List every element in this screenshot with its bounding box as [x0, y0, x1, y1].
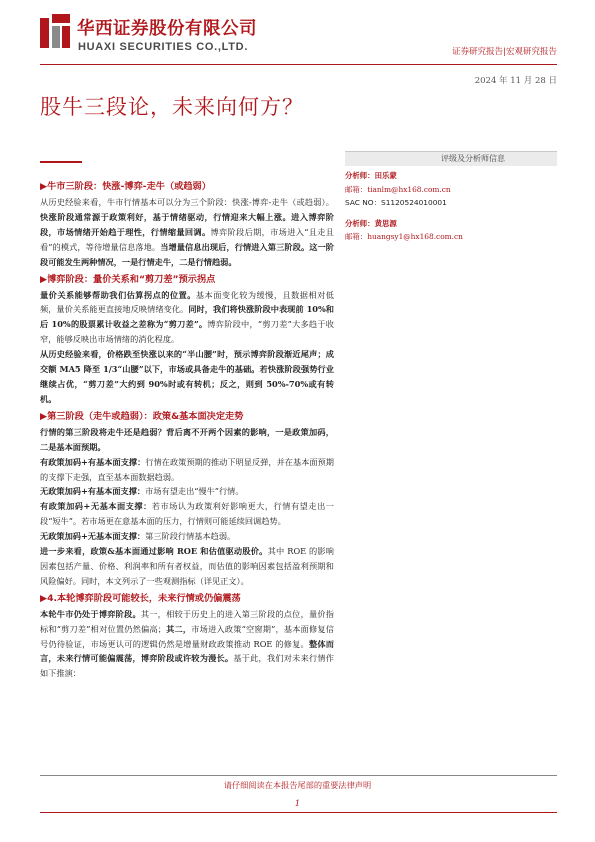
analyst-info-heading: 评级及分析师信息 — [345, 151, 557, 166]
paragraph — [40, 484, 334, 499]
paragraph — [40, 499, 334, 529]
analyst-name: 黄思源 — [374, 218, 397, 228]
footer-divider — [40, 775, 557, 776]
text-run: 第三阶段行情基本趋弱。 — [145, 531, 236, 542]
analyst-email-link[interactable]: tianlm@hx168.com.cn — [367, 184, 451, 194]
text-run: 从历史经验来看，牛市行情基本可以分为三个阶段：快涨-博弈-走牛（或趋弱）。 — [40, 197, 334, 207]
section-accent-rule — [40, 161, 82, 163]
bold-run: 其二， — [165, 623, 192, 634]
paragraph: 行情的第三阶段将走牛还是趋弱？背后离不开两个因素的影响，一是政策加码，二是基本面预期。 — [40, 426, 334, 452]
text-run: 基于此，我们对未来行情作如下推演： — [40, 653, 334, 679]
bold-run: 当增量信息出现后，行情进入第三阶段。这一阶段可能发生两种情况，一是行情走牛，二是行情趋弱。 — [40, 241, 334, 267]
paragraph — [40, 288, 334, 348]
bold-run: 量价关系能够帮助我们估算拐点的位置。 — [40, 289, 196, 300]
paragraph: 从历史经验来看，价格跌至快涨以来的“半山腰”时，预示博弈阶段渐近尾声；成交额 MA5 降至 1/3“山腰”以下，市场或具备走牛的基础。若快涨阶段强势行业继续占优，“剪刀差”大约到 90%时或有转机；反之，则到 50%-70%或有转机。 — [40, 349, 334, 404]
analyst-entry — [345, 169, 557, 210]
section-heading-4: ▶4.本轮博弈阶段可能较长，未来行情或仍偏震荡 — [40, 592, 241, 604]
analyst-entry — [345, 217, 557, 244]
report-title: 股牛三段论，未来向何方？ — [40, 95, 304, 119]
paragraph — [40, 529, 334, 544]
bold-run: 无政策加码+无基本面支撑： — [40, 531, 146, 542]
paragraph — [40, 195, 334, 270]
text-run: 若市场认为政策利好影响更大，行情有望走出一段“短牛”。若市场更在意基本面的压力，行情则可能延续回调趋势。 — [40, 501, 334, 527]
paragraph — [40, 607, 334, 682]
bold-run: 整体而言，未来行情可能偏震荡，博弈阶段或许较为漫长。 — [40, 638, 334, 664]
text-run: 市场进入政策“空窗期”，基本面修复信号仍待验证，市场更认可的逻辑仍然是增量财政政策推动 ROE 的修复。 — [40, 623, 334, 649]
analyst-list — [345, 166, 557, 244]
analyst-role-label: 分析师： — [345, 171, 375, 180]
company-logo-icon — [40, 14, 70, 48]
company-name-cn: 华西证券股份有限公司 — [77, 19, 257, 39]
text-run: 基本面变化较为缓慢，且数据相对低频，量价关系能更直接地反映情绪变化。 — [40, 289, 334, 315]
text-run: 市场有望走出“慢牛”行情。 — [145, 486, 244, 497]
analyst-name: 田乐蒙 — [374, 171, 397, 180]
bold-run: 同时，我们将快涨阶段中表现前 10%和后 10%的股票累计收益之差称为“剪刀差”。 — [40, 304, 334, 330]
bold-run: 无政策加码+有基本面支撑： — [40, 486, 146, 497]
sac-number: SAC NO：S1120524010001 — [345, 198, 447, 208]
bold-run: 有政策加码+有基本面支撑： — [40, 456, 146, 467]
page-number: 1 — [294, 799, 301, 809]
text-run: 行情在政策预期的推动下明显反弹，并在基本面预期的支撑下走强，直至基本面数据趋弱。 — [40, 456, 334, 482]
bold-run: 有政策加码+无基本面支撑： — [40, 501, 152, 512]
analyst-role-label: 分析师： — [345, 218, 375, 228]
section-heading-1: ▶牛市三阶段：快涨-博弈-走牛（或趋弱） — [40, 181, 211, 192]
footer-bottom-rule — [40, 812, 557, 813]
paragraph — [40, 455, 334, 485]
bold-run: 本轮牛市仍处于博弈阶段。 — [40, 608, 141, 619]
text-run: 其中 ROE 的影响因素包括产量、价格、利润率和所有者权益，而估值的影响因素包括盈利预期和风险偏好。同时，本文列示了一些观测指标（详见正文）。 — [40, 546, 334, 586]
bold-run: 快涨阶段通常源于政策利好，基于情绪驱动，行情迎来大幅上涨。进入博弈阶段，市场情绪开始趋于理性，行情缩量回调。 — [40, 211, 334, 237]
email-label: 邮箱： — [345, 184, 368, 194]
paragraph — [40, 544, 334, 589]
report-date: 2024 年 11 月 28 日 — [474, 76, 557, 86]
analyst-email-link[interactable]: huangsy1@hx168.com.cn — [367, 232, 463, 242]
text-run: 其一，相较于历史上的进入第三阶段的点位，量价指标和“剪刀差”相对位置仍然偏高； — [40, 608, 334, 634]
text-run: 博弈阶段中，“剪刀差”大多趋于收窄，能够反映出市场情绪的消化程度。 — [40, 319, 334, 345]
section-heading-3: ▶第三阶段（走牛或趋弱）：政策&基本面决定走势 — [40, 410, 244, 422]
text-run: 博弈阶段后期，市场进入“且走且看”的模式，等待增量信息落地。 — [40, 226, 334, 252]
email-label: 邮箱： — [345, 232, 368, 242]
report-type: 证券研究报告|宏观研究报告 — [452, 47, 557, 57]
summary-body — [40, 177, 334, 681]
company-name-en: HUAXI SECURITIES CO.,LTD. — [78, 41, 249, 53]
header-divider — [40, 64, 557, 65]
legal-notice-link[interactable]: 请仔细阅读在本报告尾部的重要法律声明 — [223, 780, 372, 790]
section-heading-2: ▶博弈阶段：量价关系和“剪刀差”预示拐点 — [40, 273, 216, 285]
bold-run: 进一步来看，政策&基本面通过影响 ROE 和估值驱动股价。 — [40, 546, 268, 557]
analyst-info-panel — [345, 151, 557, 244]
